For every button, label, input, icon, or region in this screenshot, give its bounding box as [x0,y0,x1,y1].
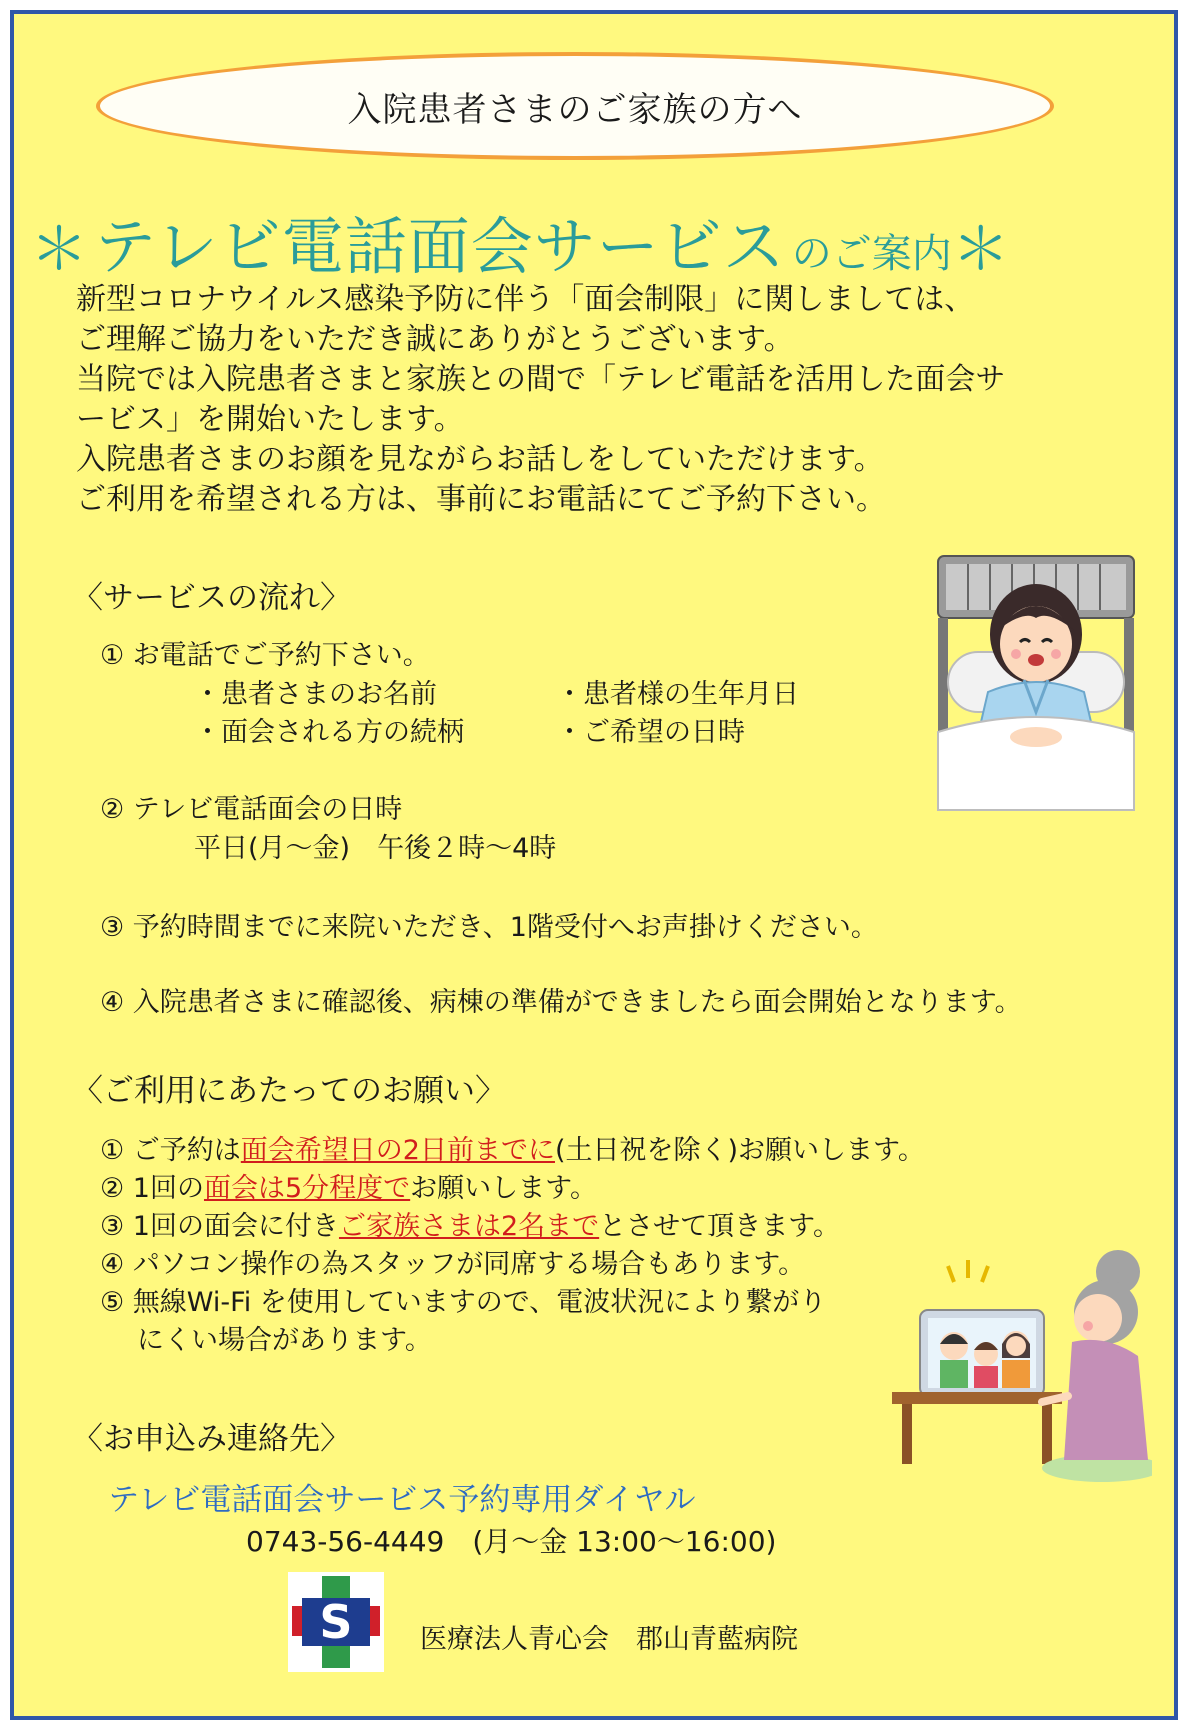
flow-item-relation: ・面会される方の続柄 [194,717,464,748]
intro-paragraph [76,280,1136,520]
flow-item-name: ・患者さまのお名前 [194,679,437,710]
flow-heading: 〈サービスの流れ〉 [72,580,351,616]
request-4: ④ パソコン操作の為スタッフが同席する場合もあります。 [100,1249,806,1280]
intro-line: ご利用を希望される方は、事前にお電話にてご予約下さい。 [76,482,886,517]
hospital-name: 医療法人青心会 郡山青藍病院 [420,1624,798,1655]
intro-line: 当院では入院患者さまと家族との間で「テレビ電話を活用した面会サ [76,362,1006,397]
intro-line: 新型コロナウイルス感染予防に伴う「面会制限」に関しましては、 [76,282,975,317]
star-left: ＊ [30,215,89,283]
hospital-logo [288,1572,384,1672]
intro-line: 入院患者さまのお顔を見ながらお話しをしていただけます。 [76,442,884,477]
request-1-pre: ① ご予約は [100,1135,241,1166]
request-2-post: お願いします。 [410,1173,597,1204]
video-call-illustration [892,1246,1152,1486]
request-3-pre: ③ 1回の面会に付き [100,1211,339,1242]
request-1-post: (土日祝を除く)お願いします。 [554,1135,925,1166]
star-right: ＊ [951,215,1010,283]
banner-oval [96,52,1054,160]
dial-label: テレビ電話面会サービス予約専用ダイヤル [108,1482,696,1518]
title-sub: のご案内 [791,231,952,277]
flow-step-2: ② テレビ電話面会の日時 [100,794,403,825]
request-3-emphasis: ご家族さまは2名まで [338,1211,600,1242]
banner-text: 入院患者さまのご家族の方へ [347,89,803,130]
request-5: ⑤ 無線Wi-Fi を使用していますので、電波状況により繋がり [100,1287,827,1318]
flow-step-3: ③ 予約時間までに来院いただき、1階受付へお声掛けください。 [100,912,878,943]
request-5-cont: にくい場合があります。 [137,1325,432,1356]
flow-item-datetime: ・ご希望の日時 [556,717,745,748]
requests-heading: 〈ご利用にあたってのお願い〉 [72,1073,506,1109]
request-3 [100,1204,840,1243]
request-3-post: とさせて頂きます。 [599,1211,840,1242]
phone-number[interactable]: 0743-56-4449 (月～金 13:00～16:00) [246,1525,777,1558]
request-1 [100,1128,925,1167]
logo-letter: S [319,1595,353,1649]
patient-in-bed-illustration [928,552,1144,812]
request-1-emphasis: 面会希望日の2日前までに [240,1135,555,1166]
request-2-emphasis: 面会は5分程度で [203,1173,411,1204]
intro-line: ご理解ご協力をいただき誠にありがとうございます。 [76,322,794,357]
intro-line: ービス」を開始いたします。 [76,402,464,437]
flow-item-birthdate: ・患者様の生年月日 [556,679,799,710]
request-2-pre: ② 1回の [100,1173,204,1204]
contact-heading: 〈お申込み連絡先〉 [72,1421,351,1457]
request-2 [100,1166,597,1205]
flow-step-4: ④ 入院患者さまに確認後、病棟の準備ができましたら面会開始となります。 [100,987,1022,1018]
flow-step-1: ① お電話でご予約下さい。 [100,640,430,671]
title-main: テレビ電話面会サービス [94,210,786,283]
flow-step-2-detail: 平日(月～金) 午後２時～4時 [194,833,557,864]
page-title [30,178,1130,283]
